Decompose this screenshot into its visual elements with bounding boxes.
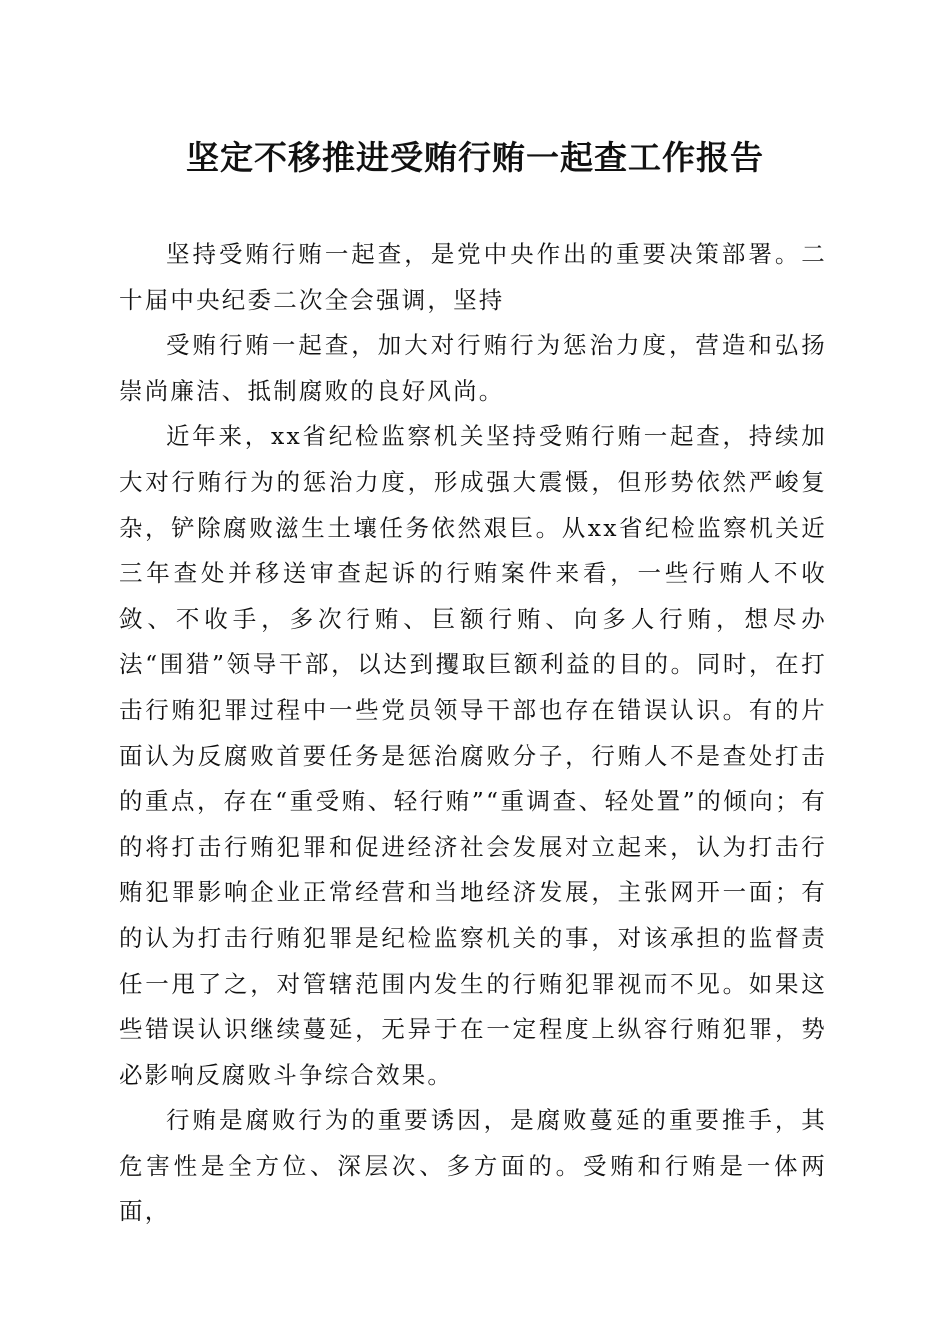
document-body	[119, 232, 827, 1235]
paragraph-2: 受贿行贿一起查，加大对行贿行为惩治力度，营造和弘扬崇尚廉洁、抵制腐败的良好风尚。	[119, 331, 827, 405]
paragraph-1: 坚持受贿行贿一起查，是党中央作出的重要决策部署。二十届中央纪委二次全会强调，坚持	[119, 240, 827, 314]
document-title: 坚定不移推进受贿行贿一起查工作报告	[186, 138, 764, 177]
paragraph-3: 近年来，xx省纪检监察机关坚持受贿行贿一起查，持续加大对行贿行为的惩治力度，形成强大震慑，但形势依然严峻复杂，铲除腐败滋生土壤任务依然艰巨。从xx省纪检监察机关近三年查处并移送审查起诉的行贿案件来看，一些行贿人不收敛、不收手，多次行贿、巨额行贿、向多人行贿，想尽办法“围猎”领导干部，以达到攫取巨额利益的目的。同时，在打击行贿犯罪过程中一些党员领导干部也存在错误认识。有的片面认为反腐败首要任务是惩治腐败分子，行贿人不是查处打击的重点，存在“重受贿、轻行贿”“重调查、轻处置”的倾向；有的将打击行贿犯罪和促进经济社会发展对立起来，认为打击行贿犯罪影响企业正常经营和当地经济发展，主张网开一面；有的认为打击行贿犯罪是纪检监察机关的事，对该承担的监督责任一甩了之，对管辖范围内发生的行贿犯罪视而不见。如果这些错误认识继续蔓延，无异于在一定程度上纵容行贿犯罪，势必影响反腐败斗争综合效果。	[119, 422, 827, 1089]
paragraph-4: 行贿是腐败行为的重要诱因，是腐败蔓延的重要推手，其危害性是全方位、深层次、多方面的。受贿和行贿是一体两面，	[119, 1106, 827, 1226]
